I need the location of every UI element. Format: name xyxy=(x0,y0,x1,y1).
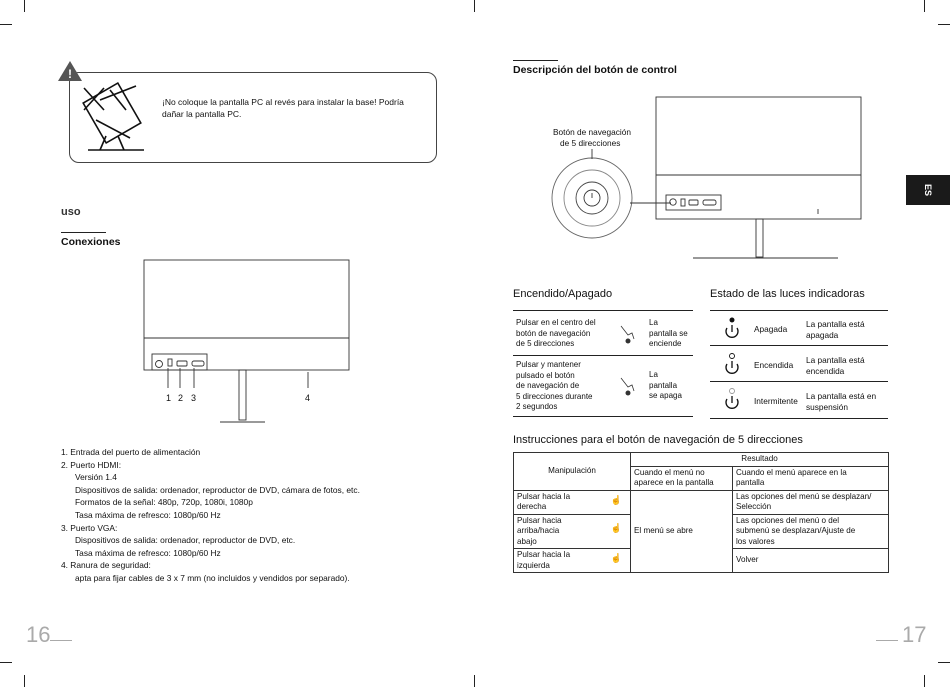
title-rule xyxy=(513,60,558,61)
crop-mark xyxy=(474,0,475,12)
list-item: 3. Puerto VGA: xyxy=(61,522,118,533)
page-number-rule xyxy=(876,640,898,641)
power-result-line: enciende xyxy=(649,339,682,348)
indicator-state: Encendida xyxy=(754,360,794,370)
header-menu-open xyxy=(733,466,889,490)
list-item: 2. Puerto HDMI: xyxy=(61,459,122,470)
indicator-desc-line: La pantalla está xyxy=(806,319,865,329)
header-line: Cuando el menú aparece en la xyxy=(736,467,847,477)
port-number: 2 xyxy=(178,393,184,403)
menu-closed-cell: El menú se abre xyxy=(631,490,733,573)
power-led-off-icon xyxy=(722,316,742,340)
table-row xyxy=(514,490,889,514)
power-result-line: La xyxy=(649,370,658,379)
power-led-blink-icon xyxy=(722,387,742,411)
manip-line: abajo xyxy=(517,536,537,546)
indicator-desc-line: La pantalla está xyxy=(806,355,865,365)
open-line: Las opciones del menú se desplazan/ xyxy=(736,491,872,501)
power-result-line: se apaga xyxy=(649,391,682,400)
svg-text:!: ! xyxy=(68,67,72,81)
indicator-rule xyxy=(710,310,888,311)
list-item: apta para fijar cables de 3 x 7 mm (no incluidos y vendidos por separado). xyxy=(75,572,350,583)
power-title: Encendido/Apagado xyxy=(513,288,613,300)
list-item: Tasa máxima de refresco: 1080p/60 Hz xyxy=(75,509,221,520)
power-action-line: Pulsar en el centro del xyxy=(516,318,596,327)
header-line: aparece en la pantalla xyxy=(634,478,714,487)
open-line: submenú se desplazan/Ajuste de xyxy=(736,526,856,535)
list-item: 4. Ranura de seguridad: xyxy=(61,560,151,571)
connection-list xyxy=(61,446,360,585)
indicator-rule xyxy=(710,418,888,419)
list-item: Tasa máxima de refresco: 1080p/60 Hz xyxy=(75,547,221,558)
indicator-desc-line: apagada xyxy=(806,329,839,340)
menu-open-cell: Volver xyxy=(733,549,889,573)
port-number: 1 xyxy=(166,393,172,403)
manip-line: izquierda xyxy=(517,560,550,570)
indicator-state: Apagada xyxy=(754,324,788,334)
push-up-down-icon: ☝ xyxy=(610,522,622,533)
crop-mark xyxy=(938,24,950,25)
push-right-icon: ☝ xyxy=(610,494,622,505)
indicator-title: Estado de las luces indicadoras xyxy=(710,288,865,300)
open-line: Selección xyxy=(736,502,772,511)
power-rule xyxy=(513,310,693,311)
port-number: 4 xyxy=(305,393,311,403)
power-action-line: de navegación de xyxy=(516,381,580,390)
header-menu-closed xyxy=(631,466,733,490)
crop-mark xyxy=(924,675,925,687)
connections-title: Conexiones xyxy=(61,236,121,248)
manip-line: Pulsar hacia la xyxy=(517,550,571,559)
header-line: pantalla xyxy=(736,478,765,487)
nav-title: Instrucciones para el botón de navegación de 5 direcciones xyxy=(513,434,803,446)
port-number: 3 xyxy=(191,393,197,403)
menu-open-cell xyxy=(733,514,889,549)
list-item: Formatos de la señal: 480p, 720p, 1080i, 1080p xyxy=(75,497,253,508)
nav-button-label: Botón de navegación xyxy=(553,127,631,137)
list-item: Dispositivos de salida: ordenador, reproductor de DVD, etc. xyxy=(75,535,296,546)
monitor-control-diagram xyxy=(548,95,868,265)
crop-mark xyxy=(24,0,25,12)
manip-cell xyxy=(514,514,631,549)
section-label: uso xyxy=(61,206,81,218)
warning-icon xyxy=(57,60,83,82)
manip-line: derecha xyxy=(517,502,547,511)
power-action-line: 5 direcciones durante xyxy=(516,391,593,401)
open-line: los valores xyxy=(736,536,775,546)
power-rule xyxy=(513,416,693,417)
indicator-desc xyxy=(806,355,865,376)
power-action-2 xyxy=(516,360,593,413)
page-number-right: 17 xyxy=(902,622,927,647)
indicator-state: Intermitente xyxy=(754,396,798,406)
upside-down-monitor-icon xyxy=(80,80,152,156)
indicator-desc-line: suspensión xyxy=(806,401,848,412)
indicator-rule xyxy=(710,381,888,382)
manip-cell xyxy=(514,549,631,573)
power-action-line: Pulsar y mantener xyxy=(516,360,581,369)
header-result: Resultado xyxy=(631,453,889,467)
indicator-desc-line: encendida xyxy=(806,365,845,376)
manip-line: arriba/hacia xyxy=(517,526,560,535)
crop-mark xyxy=(474,675,475,687)
monitor-back-diagram xyxy=(140,258,355,428)
press-hold-icon xyxy=(618,375,636,397)
power-result-2 xyxy=(649,370,682,402)
crop-mark xyxy=(0,24,12,25)
crop-mark xyxy=(0,662,12,663)
warning-text-1: ¡No coloque la pantalla PC al revés para instalar la base! Podría xyxy=(162,97,404,107)
crop-mark xyxy=(24,675,25,687)
power-result-line: La xyxy=(649,318,658,327)
power-action-line: 2 segundos xyxy=(516,402,558,411)
list-item: Dispositivos de salida: ordenador, reproductor de DVD, cámara de fotos, etc. xyxy=(75,484,360,495)
language-tab-label: ES xyxy=(922,183,933,197)
manip-line: Pulsar hacia la xyxy=(517,491,571,501)
power-action-line: botón de navegación xyxy=(516,328,591,338)
language-tab xyxy=(906,175,950,205)
indicator-desc xyxy=(806,319,865,340)
push-left-icon: ☝ xyxy=(610,553,622,563)
power-result-1 xyxy=(649,318,688,350)
power-action-1 xyxy=(516,318,596,350)
list-item: Versión 1.4 xyxy=(75,472,117,483)
nav-table xyxy=(513,452,889,573)
power-action-line: de 5 direcciones xyxy=(516,339,575,348)
crop-mark xyxy=(924,0,925,12)
control-title: Descripción del botón de control xyxy=(513,64,677,76)
menu-open-cell xyxy=(733,490,889,514)
power-action-line: pulsado el botón xyxy=(516,370,575,380)
page-number-left: 16 xyxy=(26,622,51,647)
nav-button-label: de 5 direcciones xyxy=(560,138,621,148)
header-manipulation: Manipulación xyxy=(514,453,631,491)
open-line: Las opciones del menú o del xyxy=(736,515,840,525)
power-rule xyxy=(513,355,693,356)
manip-line: Pulsar hacia xyxy=(517,515,562,525)
power-result-line: pantalla xyxy=(649,380,678,390)
indicator-rule xyxy=(710,345,888,346)
indicator-desc xyxy=(806,391,876,412)
header-line: Cuando el menú no xyxy=(634,467,705,477)
title-rule xyxy=(61,232,106,233)
manip-cell xyxy=(514,490,631,514)
press-center-icon xyxy=(618,323,636,345)
crop-mark xyxy=(938,662,950,663)
warning-text-2: dañar la pantalla PC. xyxy=(162,109,242,119)
power-led-on-icon xyxy=(722,352,742,376)
power-result-line: pantalla se xyxy=(649,328,688,338)
list-item: 1. Entrada del puerto de alimentación xyxy=(61,447,201,457)
indicator-desc-line: La pantalla está en xyxy=(806,391,877,401)
page-number-rule xyxy=(50,640,72,641)
